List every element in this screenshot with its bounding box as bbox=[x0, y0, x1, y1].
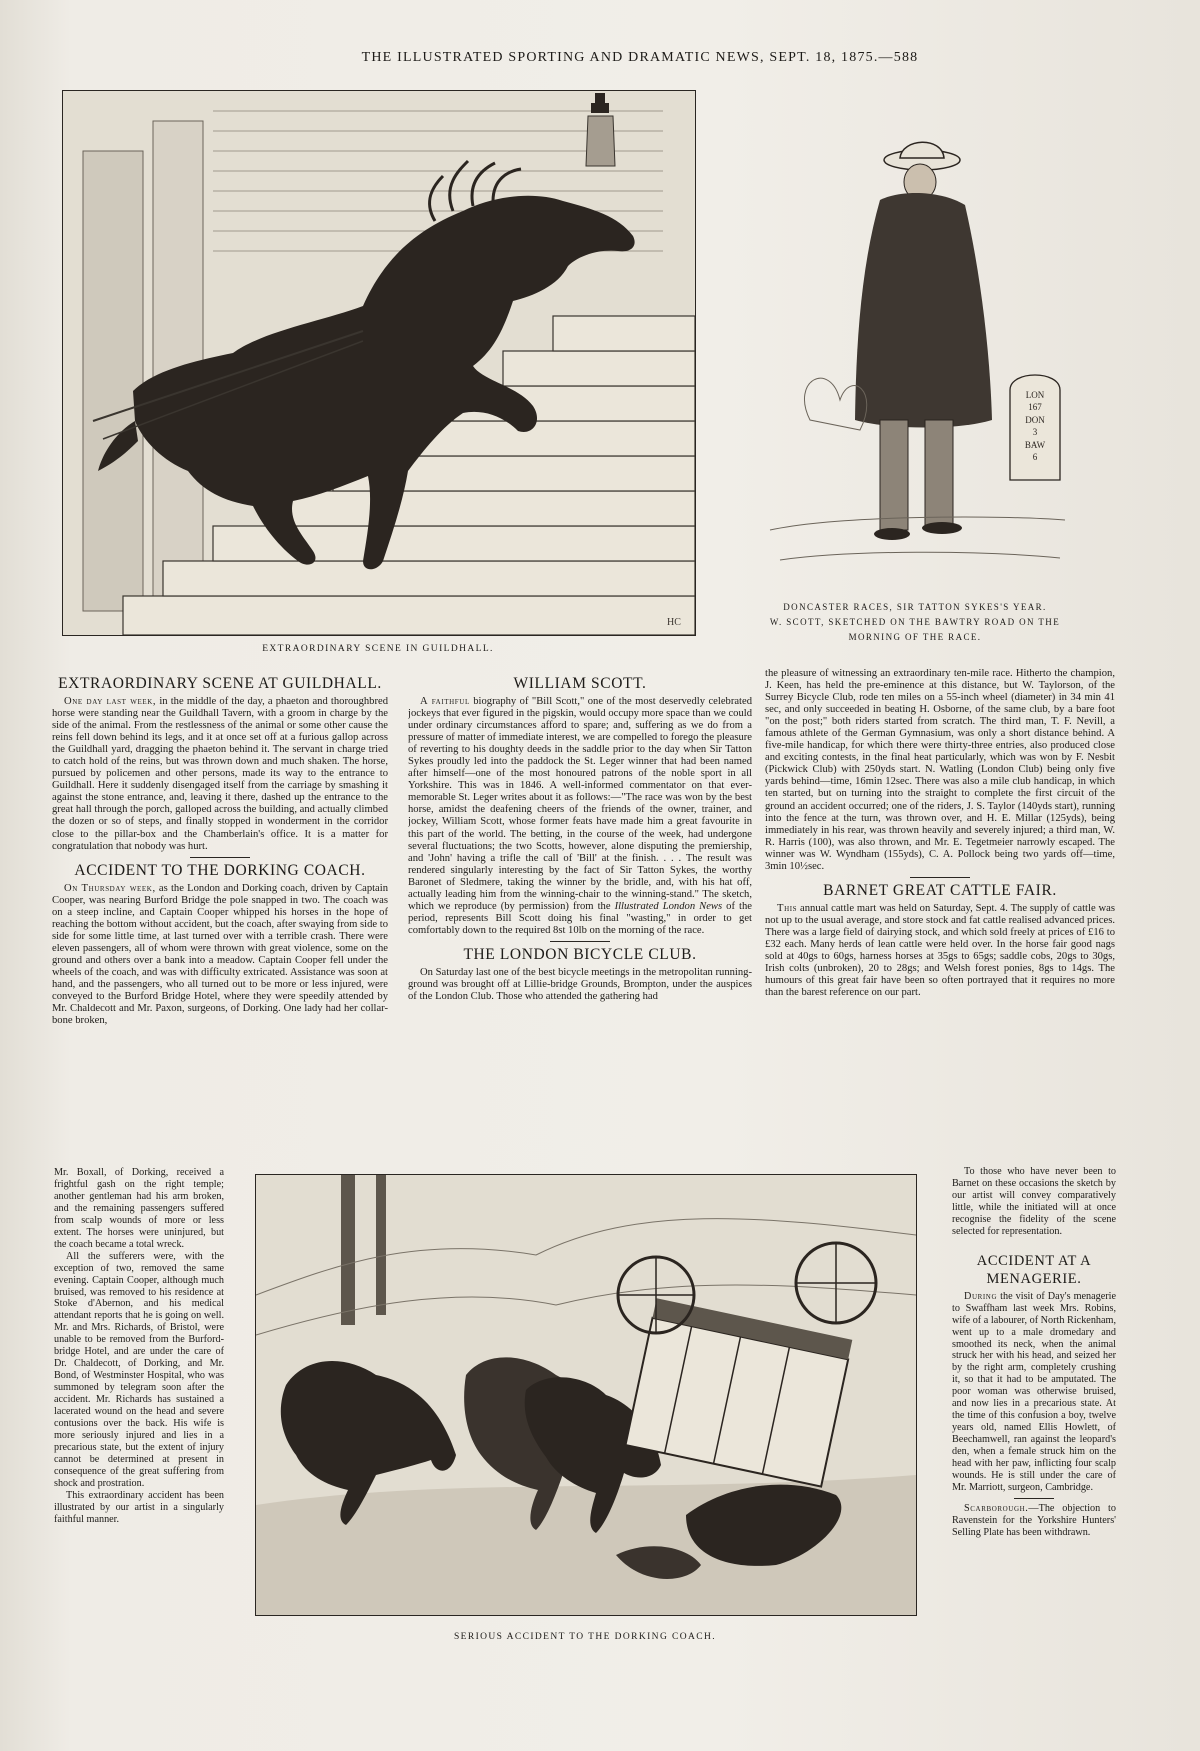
menagerie-lead: During bbox=[964, 1290, 998, 1302]
column-3 bbox=[765, 668, 1115, 1165]
menagerie-article bbox=[952, 1291, 1116, 1494]
divider-rule bbox=[1014, 1498, 1054, 1499]
scott-caption bbox=[750, 600, 1080, 645]
menagerie-title-line-2: MENAGERIE. bbox=[986, 1270, 1082, 1287]
masthead: THE ILLUSTRATED SPORTING AND DRAMATIC NEWS, SEPT. 18, 1875.—588 bbox=[361, 50, 919, 65]
milestone-text-5: BAW bbox=[1024, 440, 1046, 450]
milestone-text-4: 3 bbox=[1032, 427, 1038, 437]
dorking-narrow-3: This extraordinary accident has been illustrated by our artist in a singularly faithful manner. bbox=[54, 1489, 224, 1525]
barnet-narrow: To those who have never been to Barnet on these occasions the sketch by our artist will convey comparatively little, while the initiated will at once recognise the fidelity of the scene selected for representation. bbox=[952, 1166, 1116, 1237]
dorking-lead: On Thursday week, bbox=[64, 882, 156, 894]
milestone-text-2: 167 bbox=[1028, 402, 1042, 412]
guildhall-caption: EXTRAORDINARY SCENE IN GUILDHALL. bbox=[262, 644, 494, 654]
bicycle-title: THE LONDON BICYCLE CLUB. bbox=[463, 945, 697, 963]
dorking-body: as the London and Dorking coach, driven by Captain Cooper, was nearing Burford Bridge the pole snapped in two. The coach was on a steep incline, and Captain Cooper whipped his horses in the hope of reaching the bottom without accident, but the coach, after swaying from side to side for some little time, at last turned over with a terrible crash. There were eleven passengers, all of whom were thrown with great violence, some on the ground and others over a bank into a meadow. Captain Cooper fell under the wheels of the coach, and was with difficulty extricated. Assistance was soon at hand, and the passengers, who all turned out to be more or less injured, were conveyed to the Burford Bridge Hotel, where they were speedily attended by Mr. Chaldecott and Mr. Paxon, surgeons, of Dorking. One lady had her collar-bone broken, bbox=[52, 882, 388, 1027]
scarborough-lead: Scarborough. bbox=[964, 1502, 1029, 1514]
dorking-narrow-2: All the sufferers were, with the exception of two, removed the same evening. Captain Cooper, although much bruised, was removed to his residence at Stoke d'Abernon, and his medical attendant reports that he is going on well. Mr. and Mrs. Richards, of Bristol, were unable to be removed from the Burford-bridge Hotel, and are under the care of Dr. Chaldecott, of Dorking, and Mr. Bond, of Westminster Hospital, who was summoned by telegram soon after the accident. Mr. Richards has sustained a lacerated wound on the head and severe contusions over the back. His wife is more seriously injured and lies in a precarious state, but the extent of injury cannot be determined at present in consequence of the great suffering from shock and prostration. bbox=[54, 1250, 224, 1489]
guildhall-body: in the middle of the day, a phaeton and thoroughbred horse were standing near the Guildhall Tavern, with a groom in charge by the side of the animal. From the restlessness of the animal or some other cause the reins fell down behind its legs, and it at once set off at a furious gallop across the Guildhall yard, dragging the phaeton behind it. The servant in charge tried to catch hold of the reins, but was thrown down and much shaken. The horse, pursued by policemen and other persons, made its way to the entrance to Guildhall. Here it suddenly disengaged itself from the carriage by smashing it against the stone entrance, and, leaving it there, dashed up the entrance to the great hall through the porch, galloped across the building, and actually climbed the dozen or so of steps, and finally stopped in wonderment in the corridor close to the pillar-box and the Chamberlain's office. It is a matter for congratulation that nobody was hurt. bbox=[52, 696, 388, 852]
guildhall-lead: One day last week, bbox=[64, 696, 157, 707]
scott-title: WILLIAM SCOTT. bbox=[513, 675, 647, 692]
scott-body: biography of "Bill Scott," one of the most deservedly celebrated jockeys that ever figured in the pigskin, would occupy more space than we could under ordinary circumstances afford to spare; and, suffering as we do from a pressure of matter of immediate interest, we are compelled to forego the pleasure of reverting to his doughty deeds in the saddle prior to the day when Sir Tatton Sykes proudly led into the paddock the St. Leger winner that had been named after himself—one of the most honoured patrons of the noble sport in all Yorkshire. This was in 1846. A well-informed commentator on that ever-memorable St. Leger writes about it as follows:—"The race was won by the best horse, amidst the deafening cheers of the friends of the owner, trainer, and jockey, William Scott, whose former feats have made him a great favourite in this part of the world. The betting, in the course of the week, had undergone several fluctuations; the two Scotts, however, alone disputing the premiership, and 'John' having a trifle the call of 'Bill' at the finish. . . . The result was rendered singularly interesting by the fact of Sir Tatton Sykes, the worthy Baronet of Sledmere, taking the winner by the bridle, and, with his hat off, actually leading him from the winning-chair to the winning-stand." The sketch, which we reproduce (by permission) from the bbox=[408, 696, 752, 912]
scott-caption-line-2: W. SCOTT, SKETCHED ON THE BAWTRY ROAD ON THE bbox=[769, 617, 1061, 627]
barnet-title: BARNET GREAT CATTLE FAIR. bbox=[823, 881, 1057, 899]
scott-journal: Illustrated London News bbox=[614, 900, 723, 912]
dorking-title: ACCIDENT TO THE DORKING COACH. bbox=[74, 861, 366, 879]
scarborough-body: —The objection to Ravenstein for the Yorkshire Hunters' Selling Plate has been withdrawn. bbox=[952, 1502, 1116, 1538]
menagerie-title bbox=[952, 1252, 1116, 1288]
barnet-body: annual cattle mart was held on Saturday, Sept. 4. The supply of cattle was not up to the usual average, and store stock and fat cattle realised advanced prices. There was a large field of dairying stock, and which sold freely at prices of £16 to £32 each. Many herds of lean cattle were held over. In the horse fair good nags sold at 40gs to 60gs, harness horses at 35gs to 65gs; saddle cobs, 20gs to 30gs, Irish colts (unbroken), 20 to 28gs; and Welsh forest ponies, 8gs to 14gs. The humours of this great fair have been so often portrayed that it requires no more than the barest reference on our part. bbox=[765, 902, 1115, 999]
man-on-road-engraving bbox=[760, 120, 1070, 580]
engraver-signature: HC bbox=[667, 617, 681, 628]
scott-caption-line-3: MORNING OF THE RACE. bbox=[848, 632, 982, 642]
divider-rule bbox=[190, 857, 250, 858]
column-1 bbox=[52, 672, 388, 1167]
milestone-text-1: LON bbox=[1025, 390, 1045, 400]
column-1-narrow bbox=[54, 1167, 224, 1667]
scarborough-article bbox=[952, 1503, 1116, 1539]
bicycle-continued: the pleasure of witnessing an extraordinary ten-mile race. Hitherto the champion, J. Keen, has held the pre-eminence at this distance, but W. Taylorson, of the Surrey Bicycle Club, rode ten miles on a 55-inch wheel (diameter) in 34 min 41 sec, and only succeeded in beating H. Osborne, of the same club, by a bare foot "on the post;" both riders started from scratch. The third man, T. F. Nevill, a famous athlete of the German Gymnasium, was only a short distance behind. A five-mile handicap, for which there were thirty-three entries, also produced close and exciting contests, in the final heat particularly, which was won by F. Nesbit (Pickwick Club) with 250yds start. N. Watling (London Club) being only five yards behind—time, 16min 12sec. There was also a mile club handicap, in which ten started, but on turning into the straight to complete the first circuit of the ground an accident occurred; one of the riders, J. S. Taylor (140yds start), running into the fence at the turn, was thrown over, and H. E. Millar (125yds), being immediately in his rear, was thrown heavily and severely injured; a third man, W. R. Harris (100), was also thrown, and Mr. E. Tegetmeier narrowly escaped. The winner was W. Wyndham (155yds), C. A. Pollock being two yards off—time, 3min 10½sec. bbox=[765, 668, 1115, 872]
overturned-coach-engraving bbox=[256, 1175, 916, 1615]
divider-rule bbox=[550, 941, 610, 942]
dorking-article bbox=[52, 883, 388, 1028]
horse-on-steps-engraving bbox=[63, 91, 695, 635]
dorking-narrow-1: Mr. Boxall, of Dorking, received a frightful gash on the right temple; another gentleman had his arm broken, and the remaining passengers suffered from scalp wounds of more or less extent. The horses were uninjured, but the coach became a total wreck. bbox=[54, 1167, 224, 1250]
scott-body-end: of the period, represents Bill Scott doing his final "wasting," in order to get comfortably down to the required 8st 10lb on the morning of the race. bbox=[408, 900, 752, 936]
scott-article bbox=[408, 696, 752, 937]
divider-rule bbox=[910, 877, 970, 878]
bicycle-article: On Saturday last one of the best bicycle meetings in the metropolitan running-ground was brought off at Lillie-bridge Grounds, Brompton, under the auspices of the London Club. Those who attended the gathering had bbox=[408, 966, 752, 1003]
column-2 bbox=[408, 672, 752, 1162]
coach-illustration bbox=[255, 1174, 917, 1616]
menagerie-title-line-1: ACCIDENT AT A bbox=[976, 1252, 1092, 1269]
milestone-text-6: 6 bbox=[1032, 452, 1038, 462]
scott-illustration bbox=[760, 120, 1070, 580]
guildhall-article bbox=[52, 696, 388, 853]
coach-caption: SERIOUS ACCIDENT TO THE DORKING COACH. bbox=[453, 1632, 717, 1642]
menagerie-body: the visit of Day's menagerie to Swaffham last week Mrs. Robins, wife of a labourer, of North Rickenham, went up to a male dromedary and smoothed its neck, when the animal struck her with his head, and seized her by the right arm, completely crushing it, so that it had to be amputated. The poor woman was otherwise bruised, and now lies in a precarious state. At the time of this confusion a boy, twelve years old, named Ellis Howlett, of Beechamwell, ran against the leopard's den, when a female struck him on the head with her paw, inflicting four scalp wounds. He is still under the care of Mr. Marriott, surgeon, Cambridge. bbox=[952, 1290, 1116, 1493]
guildhall-title: EXTRAORDINARY SCENE AT GUILDHALL. bbox=[58, 675, 382, 692]
guildhall-illustration bbox=[62, 90, 696, 636]
scott-lead: A faithful bbox=[420, 696, 470, 707]
scott-caption-line-1: DONCASTER RACES, SIR TATTON SYKES'S YEAR. bbox=[783, 602, 1047, 612]
barnet-article bbox=[765, 903, 1115, 999]
column-3-narrow bbox=[952, 1166, 1116, 1716]
milestone-text-3: DON bbox=[1025, 415, 1045, 425]
barnet-lead: This bbox=[777, 902, 798, 914]
